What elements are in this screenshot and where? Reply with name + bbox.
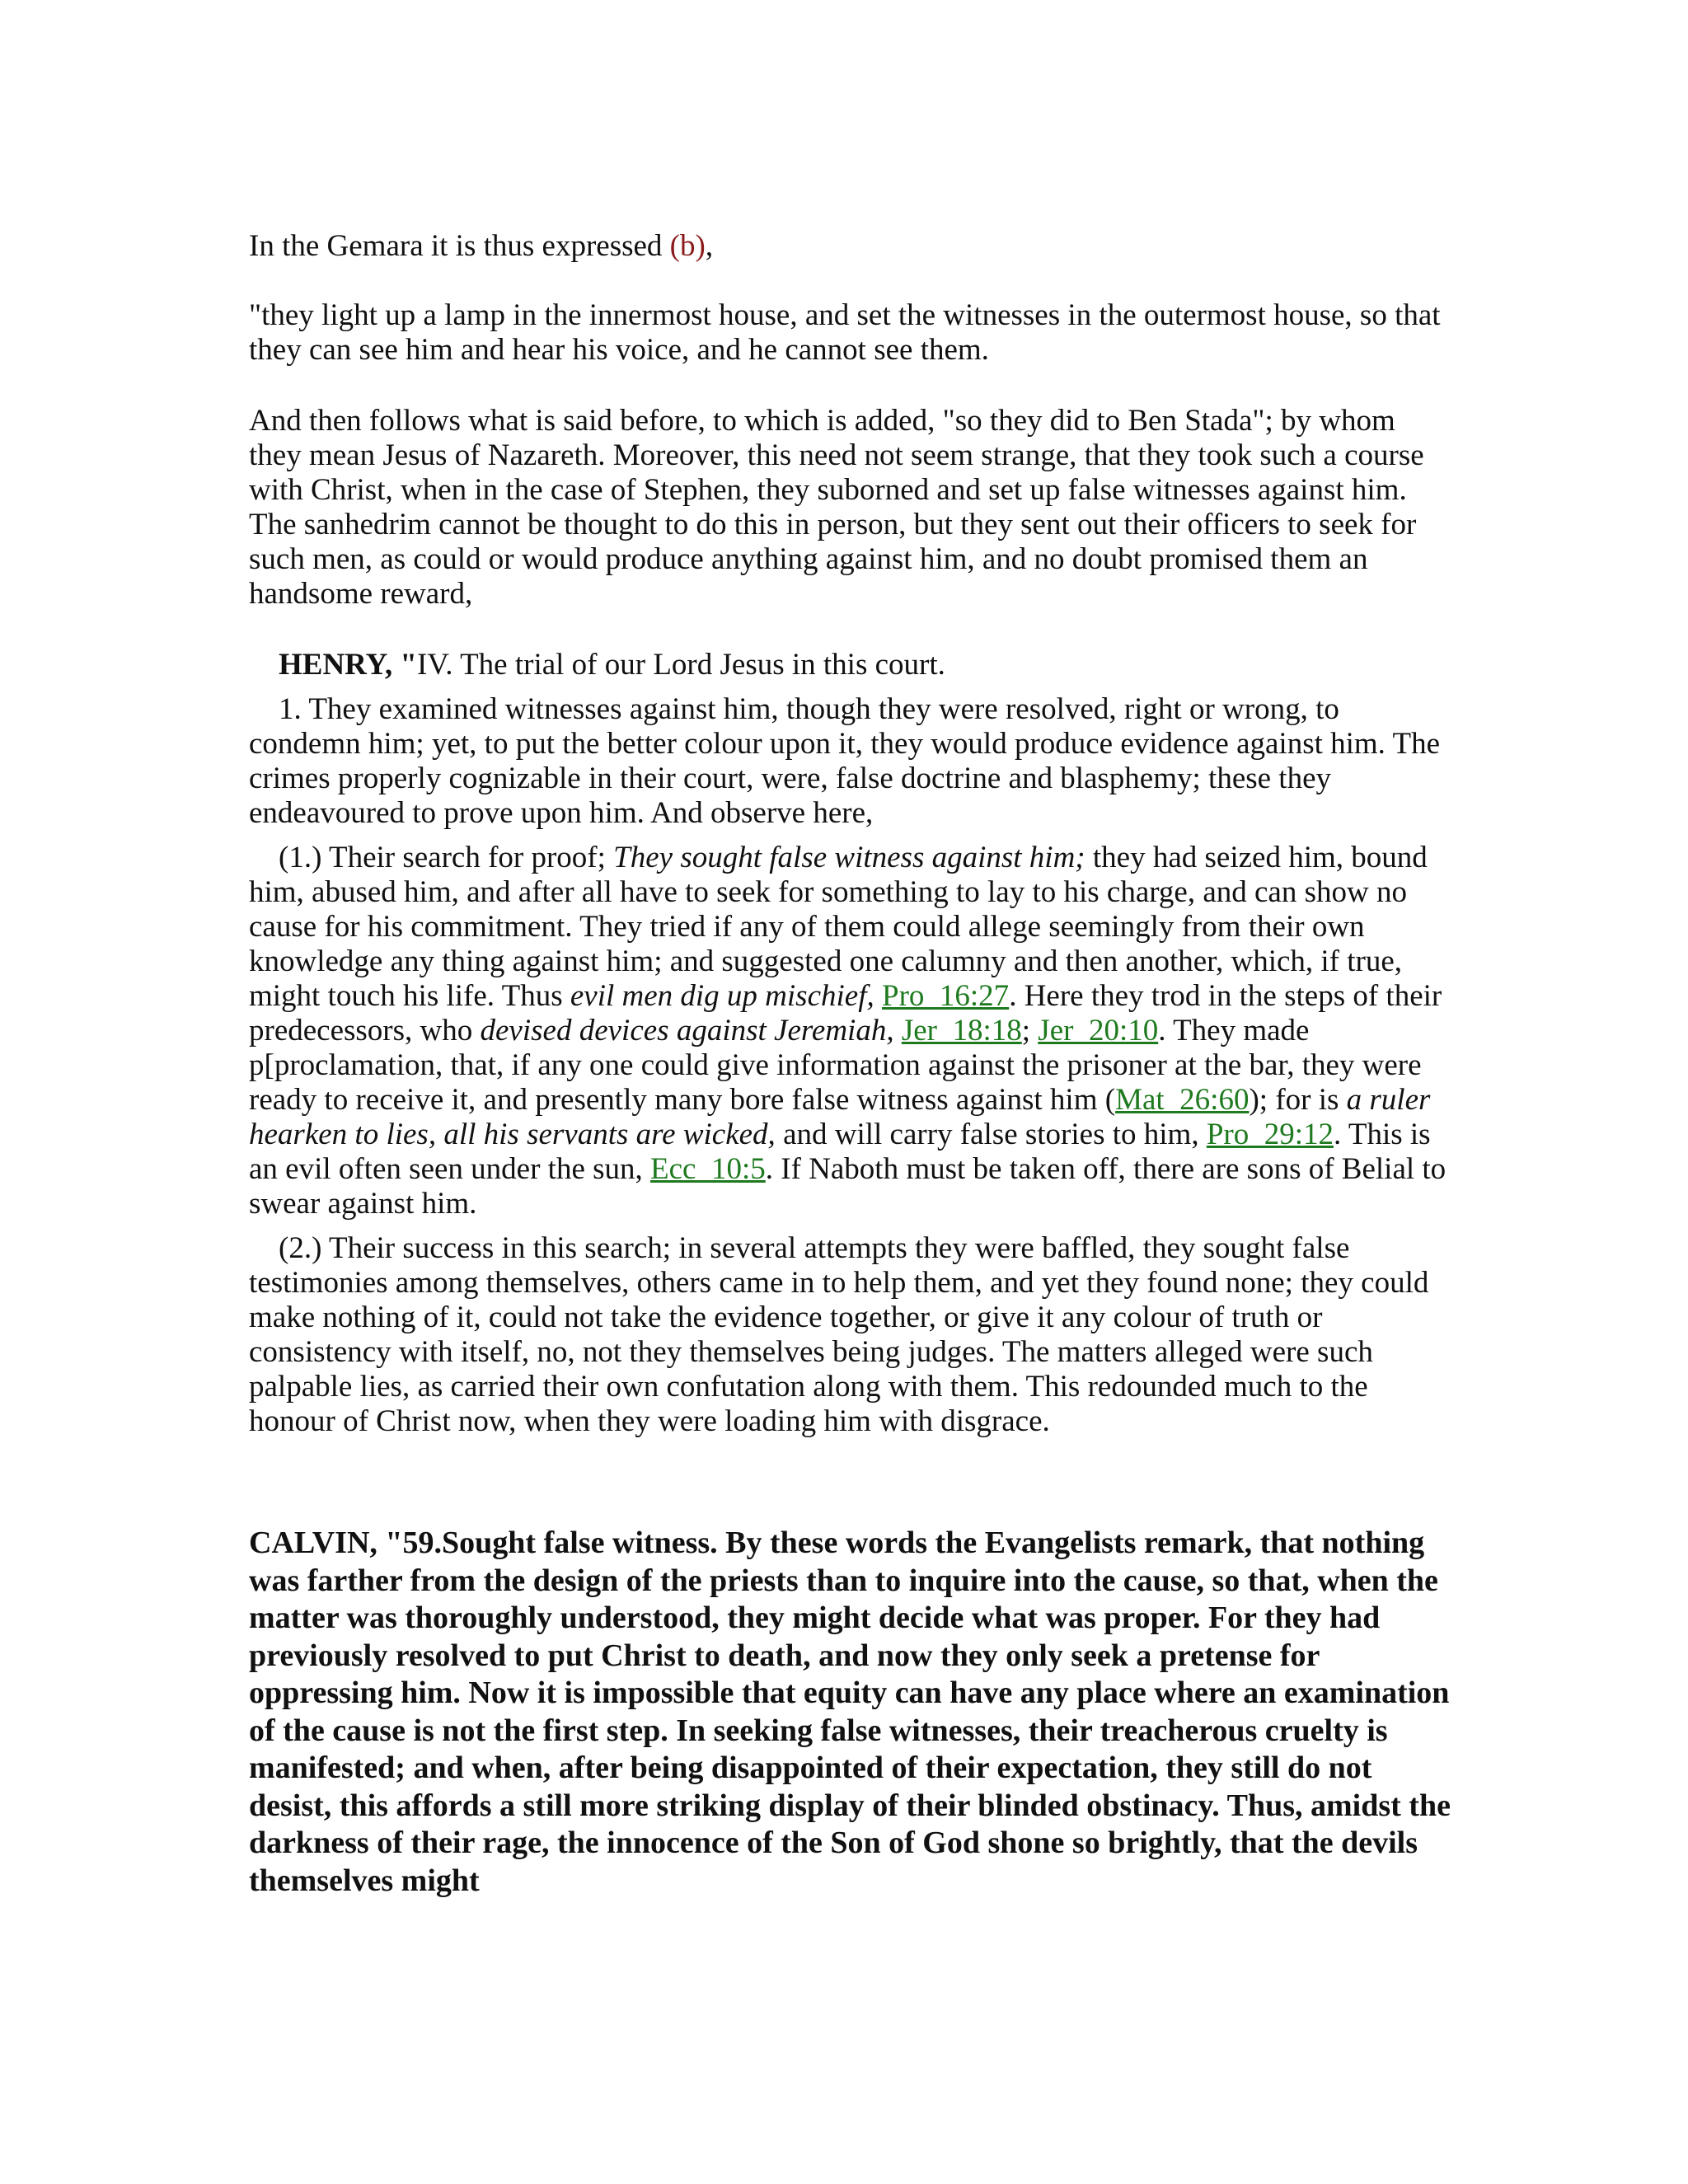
gemara-intro — [249, 229, 1452, 264]
calvin-paragraph: CALVIN, "59.Sought false witness. By these words the Evangelists remark, that nothing was farther from the design of the priests than to inquire into the cause, so that, when the matter was thoroughly understood, they might decide what was proper. For they had previously resolved to put Christ to death, and now they only seek a pretense for oppressing him. Now it is impossible that equity can have any place where an examination of the cause is not the first step. In seeking false witnesses, their treacherous cruelty is manifested; and when, after being disappointed of their expectation, they still do not desist, this affords a still more striking display of their blinded obstinacy. Thus, amidst the darkness of their rage, the innocence of the Son of God shone so brightly, that the devils themselves might — [249, 1526, 1451, 1898]
henry-paragraph-2 — [249, 841, 1452, 1221]
scripture-link-jer-20-10[interactable]: Jer_20:10 — [1038, 1014, 1159, 1047]
footnote-ref-b[interactable]: (b) — [669, 229, 706, 263]
scripture-link-pro-16-27[interactable]: Pro_16:27 — [882, 979, 1010, 1013]
scripture-link-mat-26-60[interactable]: Mat_26:60 — [1115, 1083, 1250, 1117]
henry-p2-f-italic: a ruler hearken to lies, all his servants are wicked, — [249, 1083, 1431, 1151]
henry-heading — [249, 648, 1452, 682]
henry-p2-e: . They made p[proclamation, that, if any one could give information against the prisoner at the bar, they were ready to receive it, and presently many bore false witness against him ( — [249, 1014, 1422, 1117]
henry-p2-g: and will carry false stories to him, — [775, 1118, 1207, 1151]
gemara-follow-paragraph: And then follows what is said before, to which is added, "so they did to Ben Stada"; by whom they mean Jesus of Nazareth. Moreover, this need not seem strange, that they took such a course with Christ, when in the case of Stephen, they suborned and set up false witnesses against him. The sanhedrim cannot be thought to do this in person, but they sent out their officers to seek for such men, as could or would produce anything against him, and no doubt promised them an handsome reward, — [249, 404, 1424, 611]
gemara-quote: "they light up a lamp in the innermost house, and set the witnesses in the outermost house, so that they can see him and hear his voice, and he cannot see them. — [249, 298, 1441, 367]
henry-p2-c-italic: devised devices against Jeremiah, — [480, 1014, 894, 1047]
gemara-intro-text: In the Gemara it is thus expressed — [249, 229, 670, 263]
document-page — [249, 229, 1452, 1900]
henry-p1-text: 1. They examined witnesses against him, though they were resolved, right or wrong, to condemn him; yet, to put the better colour upon it, they would produce evidence against him. The crimes properly cognizable in their court, were, false doctrine and blasphemy; these they endeavoured to prove upon him. And observe here, — [249, 692, 1441, 830]
henry-p3-text: (2.) Their success in this search; in several attempts they were baffled, they sought false testimonies among themselves, others came in to help them, and yet they found none; they could make nothing of it, could not take the evidence together, or give it any colour of truth or consistency with itself, no, not they themselves being judges. The matters alleged were such palpable lies, as carried their own confutation along with them. This redounded much to the honour of Christ now, when they were loading him with disgrace. — [249, 1231, 1429, 1438]
henry-heading-text: IV. The trial of our Lord Jesus in this court. — [416, 648, 945, 682]
henry-author: HENRY, " — [279, 648, 417, 682]
henry-paragraph-1 — [249, 692, 1452, 831]
henry-p2-d: ; — [1021, 1014, 1039, 1047]
henry-p2-a-italic: They sought false witness against him; — [613, 841, 1085, 874]
henry-p2-i: . If Naboth must be taken off, there are sons of Belial to swear against him. — [249, 1152, 1447, 1221]
henry-p2-a: (1.) Their search for proof; — [279, 841, 614, 874]
henry-p2-h: . This is an evil often seen under the sun, — [249, 1118, 1431, 1186]
henry-p2-b: they had seized him, bound him, abused him, and after all have to seek for something to lay to his charge, and can show no cause for his commitment. They tried if any of them could allege seemingly from their own knowledge any thing against him; and suggested one calumny and then another, which, if true, might touch his life. Thus — [249, 841, 1428, 1013]
henry-p2-b-italic: evil men dig up mischief, — [570, 979, 874, 1013]
scripture-link-jer-18-18[interactable]: Jer_18:18 — [901, 1014, 1022, 1047]
gemara-intro-comma: , — [705, 229, 714, 263]
henry-p2-f: ); for is — [1249, 1083, 1347, 1117]
scripture-link-pro-29-12[interactable]: Pro_29:12 — [1206, 1118, 1334, 1151]
henry-p2-c: . Here they trod in the steps of their predecessors, who — [249, 979, 1442, 1047]
henry-paragraph-3 — [249, 1231, 1452, 1439]
scripture-link-ecc-10-5[interactable]: Ecc_10:5 — [650, 1152, 766, 1186]
